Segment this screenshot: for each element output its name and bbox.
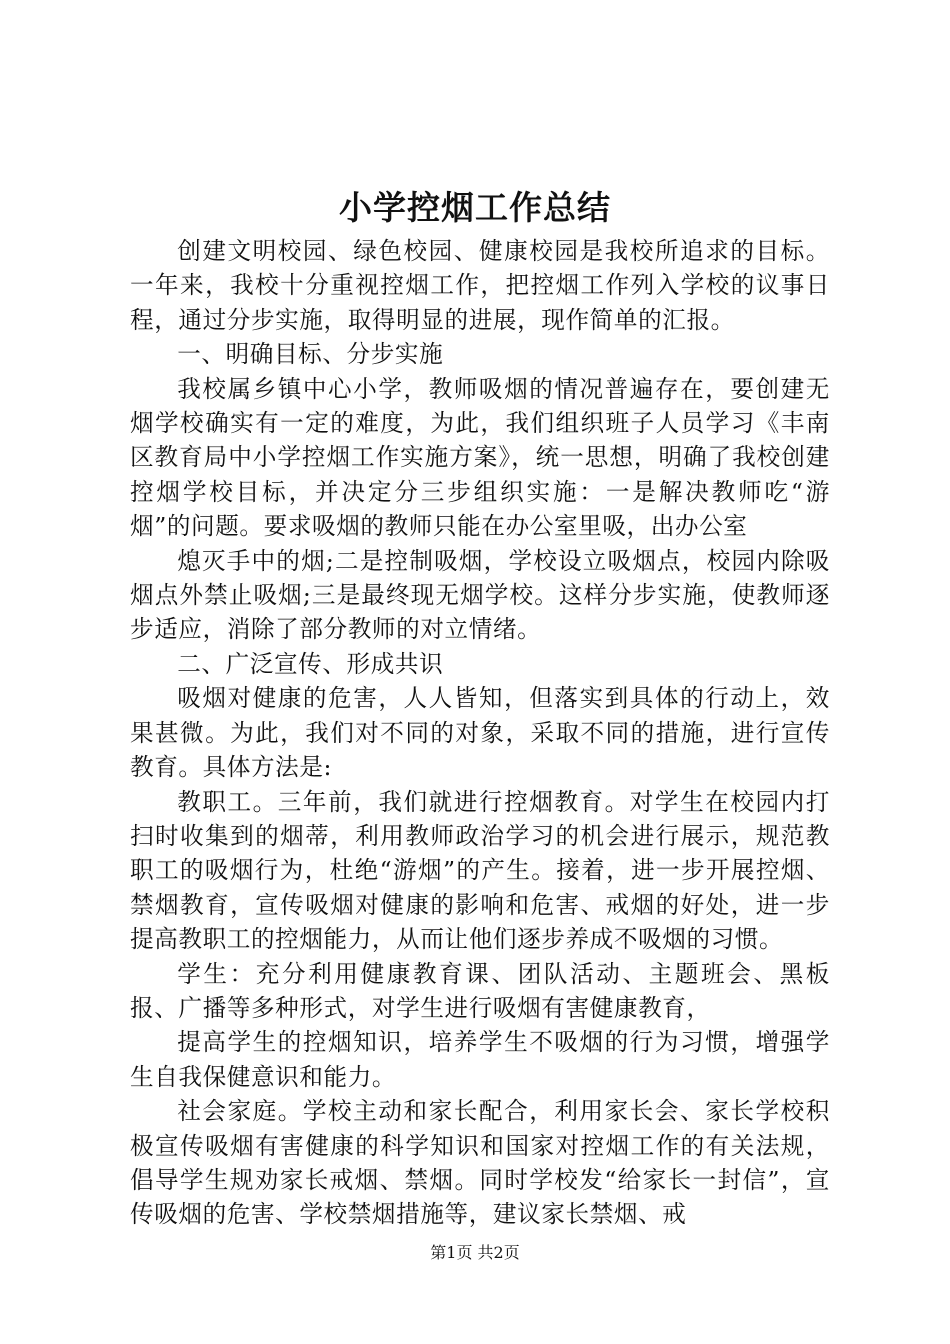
document-body	[130, 234, 830, 1232]
paragraph: 学生：充分利用健康教育课、团队活动、主题班会、黑板报、广播等多种形式，对学生进行吸烟有害健康教育，	[130, 959, 830, 1022]
paragraph: 提高学生的控烟知识，培养学生不吸烟的行为习惯，增强学生自我保健意识和能力。	[130, 1028, 830, 1091]
paragraph: 教职工。三年前，我们就进行控烟教育。对学生在校园内打扫时收集到的烟蒂，利用教师政治学习的机会进行展示，规范教职工的吸烟行为，杜绝“游烟”的产生。接着，进一步开展控烟、禁烟教育，宣传吸烟对健康的影响和危害、戒烟的好处，进一步提高教职工的控烟能力，从而让他们逐步养成不吸烟的习惯。	[130, 787, 830, 954]
page-number-footer: 第1页 共2页	[430, 1243, 520, 1262]
paragraph: 吸烟对健康的危害，人人皆知，但落实到具体的行动上，效果甚微。为此，我们对不同的对象，采取不同的措施，进行宣传教育。具体方法是:	[130, 684, 830, 782]
section-heading-2: 二、广泛宣传、形成共识	[177, 649, 444, 678]
paragraph: 我校属乡镇中心小学，教师吸烟的情况普遍存在，要创建无烟学校确实有一定的难度，为此，我们组织班子人员学习《丰南区教育局中小学控烟工作实施方案》，统一思想，明确了我校创建控烟学校目标，并决定分三步组织实施：一是解决教师吃“游烟”的问题。要求吸烟的教师只能在办公室里吸，出办公室	[130, 374, 830, 541]
paragraph-intro: 创建文明校园、绿色校园、健康校园是我校所追求的目标。一年来，我校十分重视控烟工作，把控烟工作列入学校的议事日程，通过分步实施，取得明显的进展，现作简单的汇报。	[130, 237, 830, 334]
document-title: 小学控烟工作总结	[339, 188, 611, 227]
paragraph: 社会家庭。学校主动和家长配合，利用家长会、家长学校积极宣传吸烟有害健康的科学知识和国家对控烟工作的有关法规，倡导学生规劝家长戒烟、禁烟。同时学校发“给家长一封信”，宣传吸烟的危害、学校禁烟措施等，建议家长禁烟、戒	[130, 1097, 830, 1229]
paragraph: 熄灭手中的烟;二是控制吸烟，学校设立吸烟点，校园内除吸烟点外禁止吸烟;三是最终现无烟学校。这样分步实施，使教师逐步适应，消除了部分教师的对立情绪。	[130, 546, 830, 644]
section-heading-1: 一、明确目标、分步实施	[177, 340, 444, 369]
